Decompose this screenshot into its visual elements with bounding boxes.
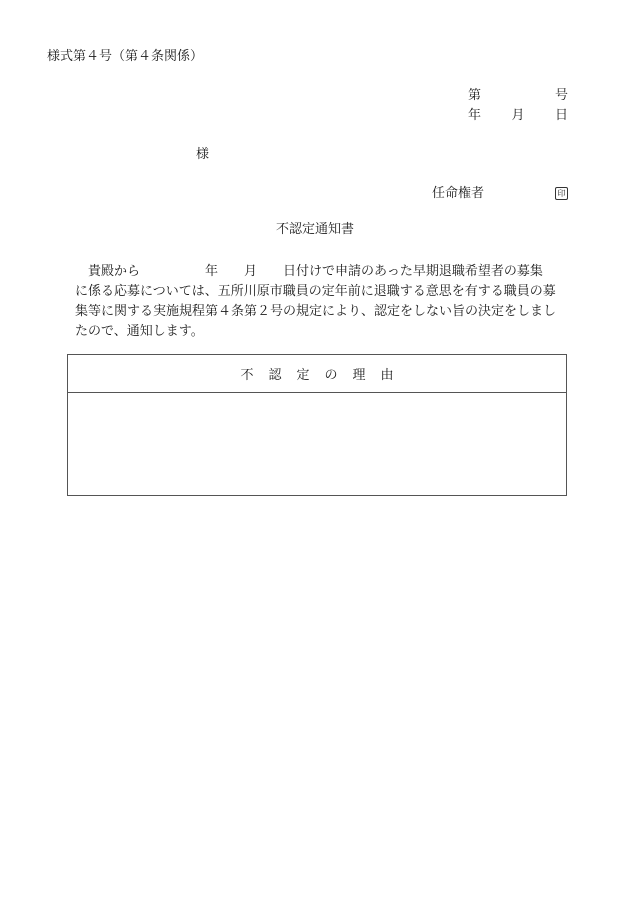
reason-table — [67, 354, 567, 496]
document-number — [468, 89, 568, 102]
issue-date — [468, 109, 568, 122]
notice-body-line: に係る応募については、五所川原市職員の定年前に退職する意思を有する職員の募 — [75, 284, 556, 299]
notice-body-line: 集等に関する実施規程第４条第２号の規定により、認定をしない旨の決定をしまし — [75, 304, 557, 319]
form-number-label: 様式第４号（第４条関係） — [47, 49, 204, 64]
document-title: 不認定通知書 — [275, 222, 354, 237]
notice-body — [75, 262, 567, 342]
appointer-label: 任命権者 — [432, 186, 485, 201]
date-day-label: 日 — [554, 108, 568, 123]
seal-mark: 印 — [555, 187, 568, 200]
date-year-label: 年 — [468, 108, 482, 123]
notice-body-line: 貴殿から 年 月 日付けで申請のあった早期退職希望者の募集 — [75, 264, 543, 279]
document-number-prefix: 第 — [468, 88, 482, 103]
reason-table-header: 不認定の理由 — [68, 355, 566, 393]
document-number-suffix: 号 — [554, 88, 568, 103]
addressee-suffix: 様 — [196, 147, 210, 162]
date-month-label: 月 — [511, 108, 525, 123]
reason-table-content — [68, 393, 566, 495]
notice-body-line: たので、通知します。 — [75, 324, 204, 339]
